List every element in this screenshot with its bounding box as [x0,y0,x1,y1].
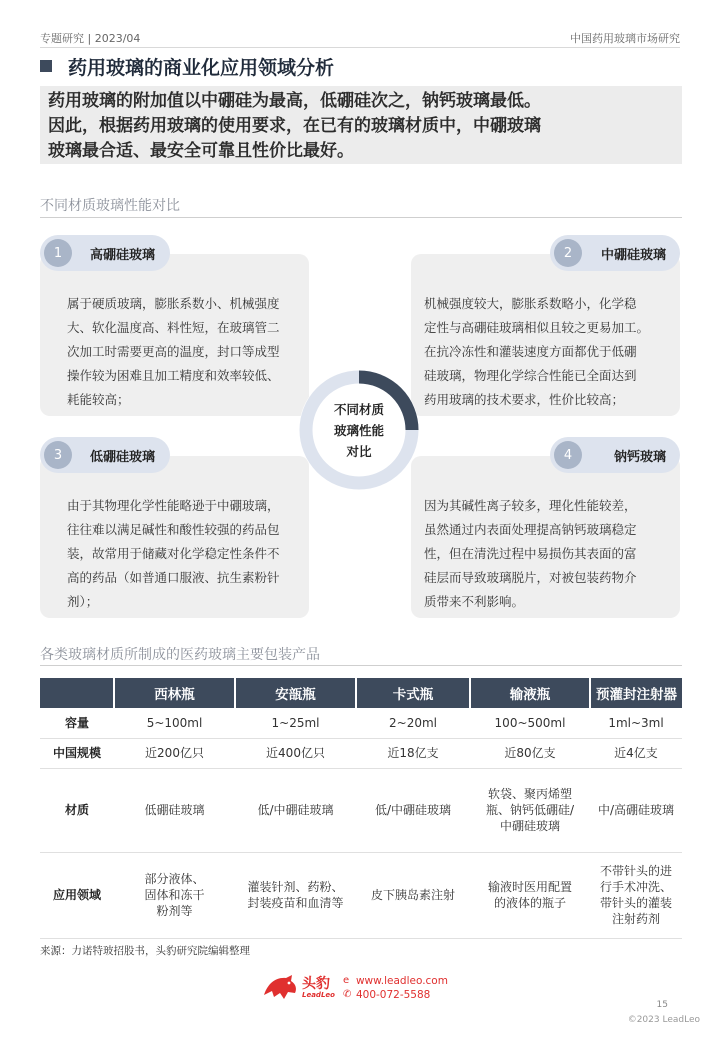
header-right: 中国药用玻璃市场研究 [570,32,680,45]
leopard-icon [262,973,298,1003]
summary-line: 玻璃最合适、最安全可靠且性价比最好。 [48,141,354,161]
row-head: 应用领域 [40,852,114,938]
table-cell: 5~100ml [114,708,235,738]
number-badge: 1 [44,239,72,267]
card-line: 高的药品（如普通口服液、抗生素粉针 [67,570,280,585]
page-number: 15 [656,1000,668,1010]
pill-label: 钠钙玻璃 [613,449,666,465]
card-line: 因为其碱性离子较多，理化性能较差， [424,498,637,513]
phone-icon: ✆ [342,989,352,1000]
center-label-line: 对比 [346,443,372,459]
card-line: 剂）； [67,594,99,609]
table-header-cell: 输液瓶 [470,678,590,708]
card-line: 由于其物理化学性能略逊于中硼玻璃， [67,498,280,513]
table-header-row [40,678,682,708]
number-badge: 2 [554,239,582,267]
card-line: 操作较为困难且加工精度和效率较低、 [67,368,280,383]
summary-line: 药用玻璃的附加值以中硼硅为最高，低硼硅次之，钠钙玻璃最低。 [48,91,541,111]
table-cell: 近80亿支 [470,738,590,768]
section-title-comparison: 不同材质玻璃性能对比 [40,198,180,214]
pill-label: 中硼硅玻璃 [600,247,666,263]
card-line: 硅层而导致玻璃脱片，对被包装药物介 [424,570,637,585]
website-link[interactable]: www.leadleo.com [355,975,448,987]
row-head: 材质 [40,768,114,852]
row-head: 中国规模 [40,738,114,768]
copyright: ©2023 LeadLeo [627,1015,700,1025]
header-left: 专题研究 | 2023/04 [40,32,141,45]
card-line: 性，但在清洗过程中易损伤其表面的富 [424,546,637,561]
card-line: 药用玻璃的技术要求，性价比较高； [424,392,625,407]
table-cell: 皮下胰岛素注射 [356,852,470,938]
table-cell: 软袋、聚丙烯塑 瓶、钠钙低硼硅/ 中硼硅玻璃 [470,768,590,852]
table-cell: 近4亿支 [590,738,682,768]
card-line: 大、软化温度高、料性短，在玻璃管二 [67,320,280,335]
logo-name: 头豹 [302,976,330,992]
table-row [40,708,682,738]
table-cell: 近200亿只 [114,738,235,768]
table-cell: 1~25ml [235,708,356,738]
logo-sub: LeadLeo [302,991,335,999]
summary-line: 因此，根据药用玻璃的使用要求，在已有的玻璃材质中，中硼玻璃 [48,116,541,136]
number-badge: 4 [554,441,582,469]
row-head: 容量 [40,708,114,738]
table-cell: 输液时医用配置 的液体的瓶子 [470,852,590,938]
table-cell: 灌装针剂、药粉、 封装疫苗和血清等 [235,852,356,938]
phone-number: 400-072-5588 [355,989,431,1001]
table-row [40,852,682,938]
table-cell: 不带针头的进 行手术冲洗、 带针头的灌装 注射药剂 [590,852,682,938]
source-note: 来源：力诺特玻招股书，头豹研究院编辑整理 [40,945,250,957]
center-label [299,370,419,490]
card-line: 属于硬质玻璃，膨胀系数小、机械强度 [67,296,280,311]
table-cell: 低/中硼硅玻璃 [356,768,470,852]
card-line: 质带来不利影响。 [424,594,525,609]
section-divider [40,217,682,218]
product-table [40,678,682,939]
table-row [40,738,682,768]
table-header-cell: 卡式瓶 [356,678,470,708]
center-label-line: 不同材质 [333,401,384,417]
table-cell: 1ml~3ml [590,708,682,738]
card-low-borosilicate [40,456,309,618]
table-cell: 低硼硅玻璃 [114,768,235,852]
table-cell: 100~500ml [470,708,590,738]
card-line: 耗能较高； [67,392,130,407]
pill-mid-borosilicate [550,235,680,271]
section-title-products: 各类玻璃材质所制成的医药玻璃主要包装产品 [40,647,320,663]
table-cell: 中/高硼硅玻璃 [590,768,682,852]
center-label-line: 玻璃性能 [333,422,384,438]
card-line: 硅玻璃，物理化学综合性能已全面达到 [424,368,637,383]
table-cell: 低/中硼硅玻璃 [235,768,356,852]
web-icon: e [342,975,350,986]
table-cell: 部分液体、 固体和冻干 粉剂等 [114,852,235,938]
card-line: 在抗冷冻性和灌装速度方面都优于低硼 [424,344,637,359]
summary-box [40,86,682,164]
table-header-cell [40,678,114,708]
table-row [40,768,682,852]
title-square-icon [40,60,52,72]
pill-label: 高硼硅玻璃 [90,247,156,263]
card-mid-borosilicate [411,254,680,416]
card-line: 虽然通过内表面处理提高钠钙玻璃稳定 [424,522,637,537]
card-line: 次加工时需要更高的温度，封口等成型 [67,344,280,359]
contact-info [343,974,448,1002]
brand-logo [262,973,448,1003]
table-cell: 近400亿只 [235,738,356,768]
card-line: 往往难以满足碱性和酸性较强的药品包 [67,522,280,537]
pill-label: 低硼硅玻璃 [90,449,156,465]
card-soda-lime [411,456,680,618]
pill-low-borosilicate [40,437,170,473]
pill-high-borosilicate [40,235,170,271]
center-circle [299,370,419,490]
table-header-cell: 安瓿瓶 [235,678,356,708]
number-badge: 3 [44,441,72,469]
card-high-borosilicate [40,254,309,416]
page-title: 药用玻璃的商业化应用领域分析 [68,56,335,79]
header-divider [40,47,680,48]
table-header-cell: 西林瓶 [114,678,235,708]
section-divider [40,665,682,666]
card-line: 装，故常用于储藏对化学稳定性条件不 [67,546,280,561]
pill-soda-lime [550,437,680,473]
card-line: 机械强度较大，膨胀系数略小，化学稳 [424,296,637,311]
card-line: 定性与高硼硅玻璃相似且较之更易加工。 [424,320,650,335]
page-title-row [40,52,334,80]
table-cell: 2~20ml [356,708,470,738]
table-cell: 近18亿支 [356,738,470,768]
table-header-cell: 预灌封注射器 [590,678,682,708]
